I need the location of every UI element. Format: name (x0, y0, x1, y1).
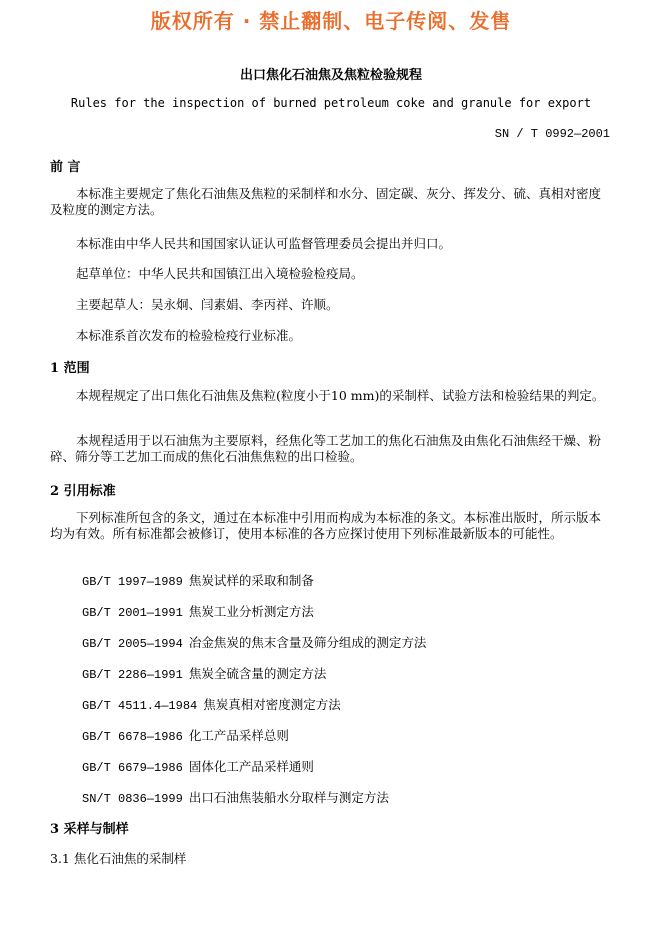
foreword-heading: 前 言 (50, 160, 81, 175)
foreword-paragraph: 起草单位：中华人民共和国镇江出入境检验检疫局。 (76, 266, 364, 281)
reference-item (82, 602, 314, 620)
reference-title: 化工产品采样总则 (188, 728, 289, 743)
reference-title: 焦炭真相对密度测定方法 (203, 697, 341, 712)
reference-code: GB/T 6678—1986 (82, 730, 183, 744)
section-paragraph: 下列标准所包含的条文，通过在本标准中引用而构成为本标准的条文。本标准出版时，所示版本均为有效。所有标准都会被修订，使用本标准的各方应探讨使用下列标准最新版本的可能性。 (50, 510, 602, 541)
section-paragraph: 本规程规定了出口焦化石油焦及焦粒(粒度小于10 mm)的采制样、试验方法和检验结果的判定。 (76, 388, 605, 403)
reference-code: SN/T 0836—1999 (82, 792, 183, 806)
reference-title: 焦炭试样的采取和制备 (188, 573, 314, 588)
reference-code: GB/T 4511.4—1984 (82, 699, 198, 713)
reference-code: GB/T 2005—1994 (82, 637, 183, 651)
reference-item (82, 571, 314, 589)
reference-title: 焦炭工业分析测定方法 (188, 604, 314, 619)
reference-item (82, 664, 326, 682)
subsection-heading: 3.1 焦化石油焦的采制样 (50, 851, 187, 866)
section-paragraph: 本规程适用于以石油焦为主要原料，经焦化等工艺加工的焦化石油焦及由焦化石油焦经干燥、粉碎、筛分等工艺加工而成的焦化石油焦焦粒的出口检验。 (50, 433, 602, 464)
reference-item (82, 788, 389, 806)
foreword-paragraph: 主要起草人：吴永炯、闫素娟、李丙祥、许顺。 (76, 297, 339, 312)
reference-title: 焦炭全硫含量的测定方法 (188, 666, 327, 681)
reference-code: GB/T 2001—1991 (82, 606, 183, 620)
reference-item (82, 726, 289, 744)
reference-item (82, 633, 426, 651)
reference-title: 固体化工产品采样通则 (188, 759, 314, 774)
reference-code: GB/T 1997—1989 (82, 575, 183, 589)
section-heading: 3 采样与制样 (50, 822, 129, 837)
reference-item (82, 695, 341, 713)
foreword-paragraph: 本标准系首次发布的检验检疫行业标准。 (76, 328, 302, 343)
copyright-banner: 版权所有 · 禁止翻制、电子传阅、发售 (150, 9, 512, 33)
document-title-cn: 出口焦化石油焦及焦粒检验规程 (239, 68, 422, 83)
reference-title: 出口石油焦装船水分取样与测定方法 (188, 790, 389, 805)
standard-number: SN / T 0992—2001 (494, 127, 610, 141)
foreword-paragraph: 本标准由中华人民共和国国家认证认可监督管理委员会提出并归口。 (76, 236, 452, 251)
reference-code: GB/T 6679—1986 (82, 761, 183, 775)
reference-title: 冶金焦炭的焦末含量及筛分组成的测定方法 (188, 635, 427, 650)
section-heading: 2 引用标准 (50, 484, 116, 499)
foreword-paragraph: 本标准主要规定了焦化石油焦及焦粒的采制样和水分、固定碳、灰分、挥发分、硫、真相对密度及粒度的测定方法。 (50, 186, 602, 217)
reference-code: GB/T 2286—1991 (82, 668, 183, 682)
reference-item (82, 757, 314, 775)
document-title-en: Rules for the inspection of burned petroleum coke and granule for export (70, 96, 592, 110)
section-heading: 1 范围 (50, 361, 90, 376)
